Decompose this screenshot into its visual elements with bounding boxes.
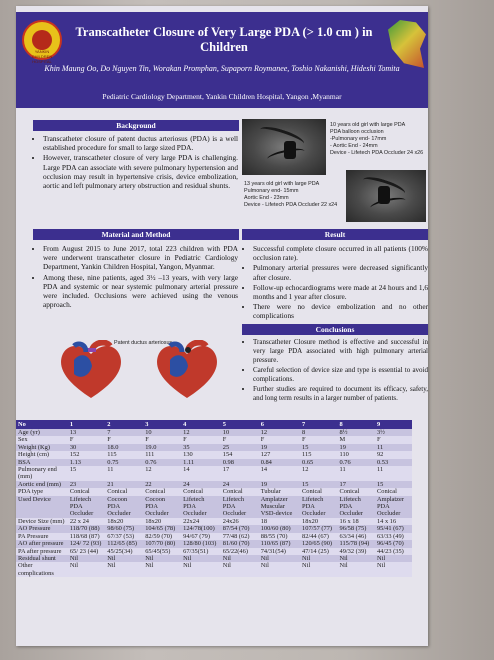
table-row [16, 525, 412, 532]
table-cell: 8 [300, 429, 337, 436]
conclusions-item: • Careful selection of device size and type is essential to avoid complications. [253, 366, 428, 384]
table-cell: Cocoon PDA Occluder [105, 496, 143, 518]
result-section [242, 244, 428, 322]
table-cell: Conical [105, 488, 143, 495]
table-header-cell: 9 [375, 420, 412, 429]
table-row-label: AO Pressure [16, 525, 68, 532]
hospital-seal-icon [22, 20, 62, 64]
table-cell: 65/ 23 (44) [68, 548, 105, 555]
table-cell: 17 [338, 481, 375, 488]
table-header-cell: 7 [300, 420, 337, 429]
table-cell: 15 [300, 444, 337, 451]
table-cell: 0.76 [338, 459, 375, 466]
table-cell: Nil [181, 555, 221, 562]
table-cell: 96/45 (70) [375, 540, 412, 547]
table-cell: 15 [375, 481, 412, 488]
table-cell: Nil [338, 555, 375, 562]
table-cell: 22 [143, 481, 181, 488]
logo-lettering: YANKIN CHILDREN HOSPITAL [31, 49, 53, 64]
table-cell: F [300, 436, 337, 443]
table-cell: 18.0 [105, 444, 143, 451]
table-cell: 35 [181, 444, 221, 451]
table-cell: 18x20 [143, 518, 181, 525]
table-cell: 107/70 (80) [143, 540, 181, 547]
table-row [16, 429, 412, 436]
table-cell: F [181, 436, 221, 443]
table-cell: 65/22(46) [221, 548, 259, 555]
result-heading: Result [242, 229, 428, 240]
table-cell: 14 [259, 466, 300, 481]
table-cell: 10 [221, 429, 259, 436]
affiliation: Pediatric Cardiology Department, Yankin Children Hospital, Yangon ,Myanmar [102, 92, 342, 101]
table-cell: 154 [221, 451, 259, 458]
table-cell: 0.65 [300, 459, 337, 466]
table-cell: 15 [68, 466, 105, 481]
result-item: • Successful complete closure occurred in all patients (100% occlusion rate). [253, 244, 428, 262]
table-cell: 0.98 [221, 459, 259, 466]
table-cell: 18x20 [105, 518, 143, 525]
table-cell: Conical [143, 488, 181, 495]
table-cell: 45/25(34) [105, 548, 143, 555]
table-cell: Conical [68, 488, 105, 495]
table-cell: 0.84 [259, 459, 300, 466]
table-cell: 21 [105, 481, 143, 488]
table-cell: 81/60 (70) [221, 540, 259, 547]
table-cell: 67/37 (53) [105, 533, 143, 540]
table-cell: 47/14 (25) [300, 548, 337, 555]
table-cell: 7 [105, 429, 143, 436]
table-row [16, 459, 412, 466]
myanmar-map-icon [388, 20, 428, 68]
table-cell: 67/35(51) [181, 548, 221, 555]
table-cell: 49/32 (39) [338, 548, 375, 555]
table-cell: 118/70 (88) [68, 525, 105, 532]
table-cell: 124/78(100) [181, 525, 221, 532]
table-cell: F [259, 436, 300, 443]
table-cell: F [143, 436, 181, 443]
table-cell: 24 [221, 481, 259, 488]
table-cell: F [221, 436, 259, 443]
table-cell: 19 [259, 444, 300, 451]
table-cell: 1.11 [181, 459, 221, 466]
table-header-cell: 5 [221, 420, 259, 429]
table-cell: Nil [221, 555, 259, 562]
table-cell: 22 x 24 [68, 518, 105, 525]
table-cell: F [375, 436, 412, 443]
table-cell: F [105, 436, 143, 443]
heart-diagram-before [56, 340, 126, 400]
table-cell: 110 [338, 451, 375, 458]
table-cell: 24 [181, 481, 221, 488]
table-cell: Amplatzer PDA Occluder [375, 496, 412, 518]
table-row [16, 466, 412, 481]
table-cell: Nil [68, 562, 105, 577]
table-header-cell: 6 [259, 420, 300, 429]
table-row-label: Used Device [16, 496, 68, 518]
table-cell: Conical [300, 488, 337, 495]
methods-heading: Material and Method [33, 229, 239, 240]
table-row [16, 488, 412, 495]
table-row-label: PA Pressure [16, 533, 68, 540]
table-row [16, 444, 412, 451]
table-cell: 3½ [375, 429, 412, 436]
table-cell: 118/68 (87) [68, 533, 105, 540]
table-row-label: Device Size (mm) [16, 518, 68, 525]
table-cell: 112/65 (85) [105, 540, 143, 547]
table-cell: 124/ 72 (93) [68, 540, 105, 547]
table-cell: 12 [181, 429, 221, 436]
table-cell: 152 [68, 451, 105, 458]
conclusions-section [242, 338, 428, 404]
angiogram-image [242, 119, 326, 175]
table-cell: 16 x 18 [338, 518, 375, 525]
table-cell: 12 [143, 466, 181, 481]
author-list: Khin Maung Oo, Do Nguyen Tin, Worakan Promphan, Supaporn Roymanee, Toshio Nakanishi, Hideshi Tomita [44, 64, 400, 73]
table-cell: 96/58 (75) [338, 525, 375, 532]
table-cell: Lifetech PDA Occluder [338, 496, 375, 518]
table-cell: Conical [338, 488, 375, 495]
table-cell: 115/78 (94) [338, 540, 375, 547]
table-cell: 22x24 [181, 518, 221, 525]
caption-top-right: 10 years old girl with large PDA PDA balloon occlusion -Pulmonary end- 17mm - Aortic End - 24mm Device - Lifetech PDA Occluder 24 x26 [330, 122, 424, 156]
result-item: • Pulmonary arterial pressures were decreased significantly after closure. [253, 263, 428, 281]
table-cell: Nil [68, 555, 105, 562]
table-cell: Nil [221, 562, 259, 577]
table-cell: 30 [68, 444, 105, 451]
table-cell: 12 [300, 466, 337, 481]
table-cell: Nil [259, 562, 300, 577]
table-cell: Nil [105, 555, 143, 562]
table-cell: 18 [259, 518, 300, 525]
table-cell: 14 [181, 466, 221, 481]
table-header-cell: 1 [68, 420, 105, 429]
background-heading: Background [33, 120, 239, 131]
table-cell: 14 x 16 [375, 518, 412, 525]
table-row-label: PDA type [16, 488, 68, 495]
table-cell: Nil [338, 562, 375, 577]
table-row-label: Weight (Kg) [16, 444, 68, 451]
table-cell: 74/31(54) [259, 548, 300, 555]
table-row [16, 533, 412, 540]
table-cell: 11 [105, 466, 143, 481]
table-cell: Lifetech PDA Occluder [68, 496, 105, 518]
table-cell: Nil [375, 555, 412, 562]
table-cell: 107/57 (77) [300, 525, 337, 532]
table-cell: 111 [143, 451, 181, 458]
table-cell: Nil [300, 555, 337, 562]
result-item: • There were no device embolization and no other complications [253, 302, 428, 320]
table-cell: 44/23 (35) [375, 548, 412, 555]
table-cell: 11 [375, 444, 412, 451]
patient-data-table [16, 420, 412, 577]
table-cell: Conical [221, 488, 259, 495]
table-cell: Lifetech PDA Occluder [300, 496, 337, 518]
table-cell: 0.53 [375, 459, 412, 466]
table-cell: 127 [259, 451, 300, 458]
table-cell: Tubular [259, 488, 300, 495]
conclusions-item: • Further studies are required to document its efficacy, safety, and long term results in a larger number of patients. [253, 385, 428, 403]
table-cell: Nil [259, 555, 300, 562]
table-cell: F [68, 436, 105, 443]
table-cell: 82/44 (67) [300, 533, 337, 540]
table-row-label: PA after pressure [16, 548, 68, 555]
table-cell: Nil [143, 562, 181, 577]
table-cell: 19 [259, 481, 300, 488]
table-cell: Amplatzer Muscular VSD-device [259, 496, 300, 518]
table-row [16, 481, 412, 488]
table-row [16, 436, 412, 443]
table-cell: 88/55 (70) [259, 533, 300, 540]
angiogram-image [346, 170, 426, 222]
background-section [32, 134, 238, 191]
table-cell: 0.76 [143, 459, 181, 466]
conclusions-heading: Conclusions [242, 324, 428, 335]
table-header-cell: 2 [105, 420, 143, 429]
table-cell: Cocoon PDA Occluder [143, 496, 181, 518]
table-row-label: BSA [16, 459, 68, 466]
table-cell: 65/45(55) [143, 548, 181, 555]
table-header-cell: 8 [338, 420, 375, 429]
table-cell: 110/65 (87) [259, 540, 300, 547]
methods-item: • From August 2015 to June 2017, total 223 children with PDA were underwent transcatheter closure in Pediatric Cardiology Department, Yankin Children Hospital, Yangon, Myanmar. [43, 244, 238, 272]
table-row [16, 540, 412, 547]
table-cell: Lifetech PDA Occluder [181, 496, 221, 518]
table-header-cell: 4 [181, 420, 221, 429]
table-row-label: Sex [16, 436, 68, 443]
table-row-label: Age (yr) [16, 429, 68, 436]
table-header-cell: No [16, 420, 68, 429]
table-cell: 15 [300, 481, 337, 488]
table-cell: Conical [181, 488, 221, 495]
table-cell: 120/65 (90) [300, 540, 337, 547]
table-cell: 8½ [338, 429, 375, 436]
table-row-label: AO after pressure [16, 540, 68, 547]
table-cell: 10 [143, 429, 181, 436]
table-cell: 63/34 (46) [338, 533, 375, 540]
table-cell: 77/48 (62) [221, 533, 259, 540]
table-cell: 0.75 [105, 459, 143, 466]
table-cell: 18x20 [300, 518, 337, 525]
table-cell: 13 [68, 429, 105, 436]
table-cell: 98/60 (75) [105, 525, 143, 532]
table-cell: 25 [221, 444, 259, 451]
table-cell: 82/59 (70) [143, 533, 181, 540]
table-cell: 11 [375, 466, 412, 481]
methods-item: • Among these, nine patients, aged 3½ –13 years, with very large PDA and systemic or near systemic pulmonary arterial pressure were included. Occlusions were achieved using the venous approach. [43, 273, 238, 310]
table-cell: Conical [375, 488, 412, 495]
table-cell: 95/41 (67) [375, 525, 412, 532]
table-row [16, 496, 412, 518]
background-item: • Transcatheter closure of patent ductus arteriosus (PDA) is a well established procedure for small to large sized PDA. [43, 134, 238, 152]
table-cell: 17 [221, 466, 259, 481]
table-cell: 104/65 (78) [143, 525, 181, 532]
table-cell: Nil [375, 562, 412, 577]
table-cell: 87/54 (70) [221, 525, 259, 532]
table-row-label: Pulmonary end (mm) [16, 466, 68, 481]
table-cell: 12 [259, 429, 300, 436]
table-cell: 11 [338, 466, 375, 481]
table-cell: Nil [181, 562, 221, 577]
conclusions-item: • Transcatheter Closure method is effective and successful in very large PDA associated with high pulmonary arterial pressure. [253, 338, 428, 365]
table-row-label: Aortic end (mm) [16, 481, 68, 488]
table-row [16, 555, 412, 562]
table-cell: 115 [300, 451, 337, 458]
table-cell: Lifetech PDA Occluder [221, 496, 259, 518]
heart-diagram-after [152, 340, 222, 400]
table-cell: 115 [105, 451, 143, 458]
table-header-row [16, 420, 412, 429]
table-cell: Nil [143, 555, 181, 562]
table-cell: 23 [68, 481, 105, 488]
poster-header [16, 12, 428, 108]
table-row [16, 518, 412, 525]
table-cell: 63/33 (49) [375, 533, 412, 540]
table-cell: 130 [181, 451, 221, 458]
table-cell: 100/60 (80) [259, 525, 300, 532]
background-item: • However, transcatheter closure of very large PDA is challenging. Large PDA can associate with severe pulmonary hypertension and occlusion may result in hypertensive crisis, device embolization, aortic and left pulmonary artery obstruction and residual shunts. [43, 153, 238, 190]
table-row-label: Height (cm) [16, 451, 68, 458]
table-cell: Nil [105, 562, 143, 577]
table-cell: 19.0 [143, 444, 181, 451]
table-cell: 1.13 [68, 459, 105, 466]
result-item: • Follow-up echocardiograms were made at 24 hours and 1,6 months and 1 year after closure. [253, 283, 428, 301]
table-cell: 24x26 [221, 518, 259, 525]
table-row [16, 451, 412, 458]
table-row [16, 562, 412, 577]
table-row [16, 548, 412, 555]
poster-title: Transcatheter Closure of Very Large PDA (> 1.0 cm ) in Children [75, 25, 373, 54]
table-cell: 128/80 (103) [181, 540, 221, 547]
methods-section [32, 244, 238, 310]
table-row-label: Residual shunt [16, 555, 68, 562]
table-cell: Nil [300, 562, 337, 577]
table-cell: M [338, 436, 375, 443]
heart-label: Patent ductus arteriosus [114, 340, 173, 346]
table-cell: 92 [375, 451, 412, 458]
table-row-label: Other complications [16, 562, 68, 577]
caption-bottom-left: 13 years old girl with large PDA Pulmonary end- 15mm Aortic End - 23mm Device - Lifetech PDA Occluder 22 x24 [244, 181, 338, 208]
table-header-cell: 3 [143, 420, 181, 429]
table-cell: 94/67 (79) [181, 533, 221, 540]
table-cell: 19 [338, 444, 375, 451]
